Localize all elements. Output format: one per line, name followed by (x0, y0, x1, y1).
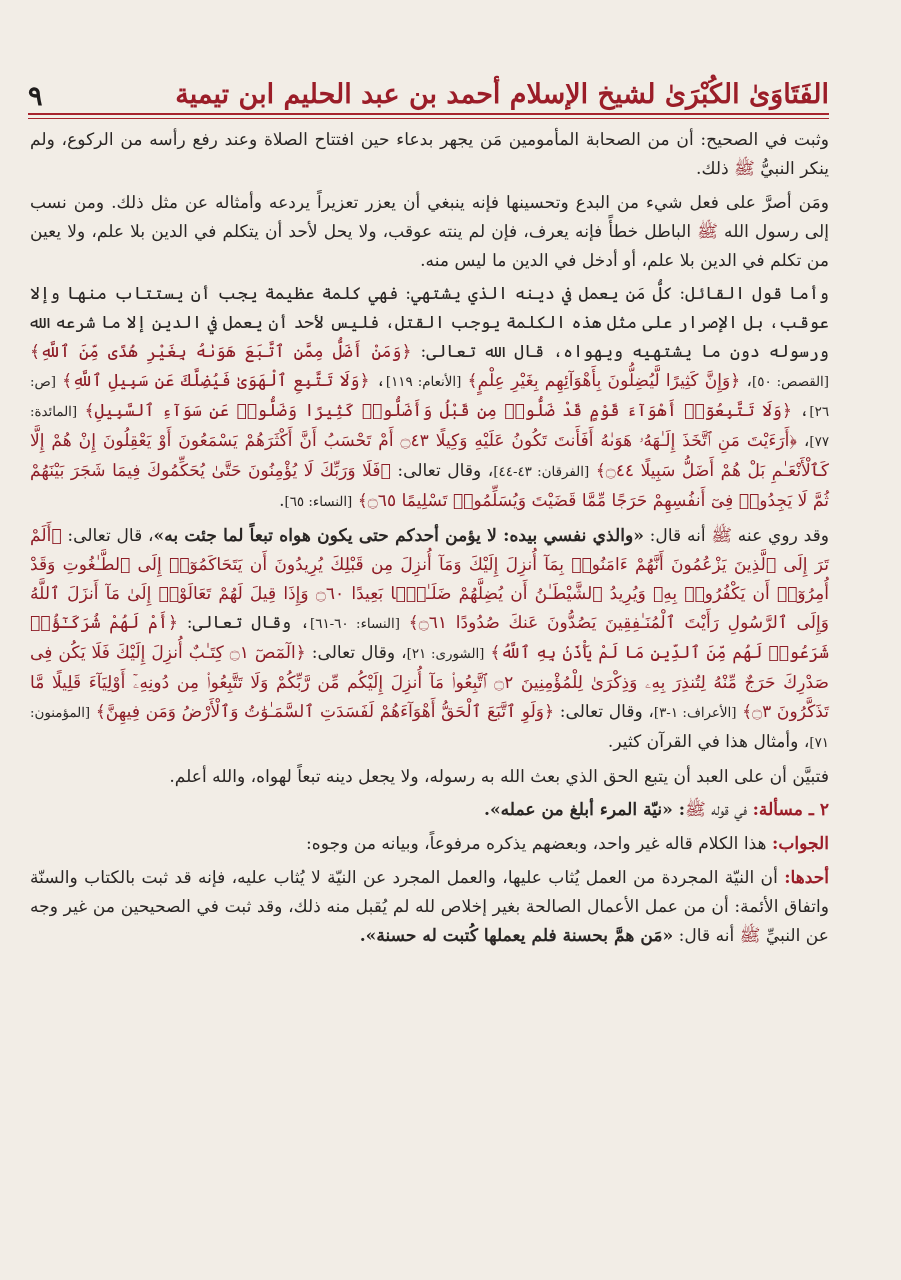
text-run: ، وأمثال هذا في القرآن كثير. (607, 732, 810, 753)
text-run: ذلك. (696, 159, 729, 179)
answer (30, 830, 829, 859)
quran-verse: ﴿وَمَنْ أَضَلُّ مِمَّنِ ٱتَّبَعَ هَوَىٰهُ بِغَيْرِ هُدًى مِّنَ ٱللَّهِ﴾ (30, 342, 412, 363)
question-label: ٢ ـ مسألة: (752, 800, 829, 821)
text-run: الباطل خطأً فإنه يعرف، فإن لم ينته عوقب، ولا يحل لأحد أن يتكلم في الدين بلا علم، ولا يعين من تكلم في الدين بلا علم، أو أدخل في الدين ما ليس منه. (30, 221, 829, 271)
quran-verse: ﴿أَلَمْ تَرَ إِلَى ٱلَّذِينَ يَزْعُمُونَ أَنَّهُمْ ءَامَنُوا۟ بِمَآ أُنزِلَ إِلَيْكَ وَمَآ أُنزِلَ مِن قَبْلِكَ يُرِيدُونَ أَن يَتَحَاكَمُوٓا۟ إِلَى ٱلطَّـٰغُوتِ وَقَدْ أُمِرُوٓا۟ أَن يَكْفُرُوا۟ بِهِۦ وَيُرِيدُ ٱلشَّيْطَـٰنُ أَن يُضِلَّهُمْ ضَلَـٰلًۢا بَعِيدًا ۝٦٠ وَإِذَا قِيلَ لَهُمْ تَعَالَوْا۟ إِلَىٰ مَآ أَنزَلَ ٱللَّهُ وَإِلَى ٱلرَّسُولِ رَأَيْتَ ٱلْمُنَـٰفِقِينَ يَصُدُّونَ عَنكَ صُدُودًا ۝٦١﴾ (30, 526, 830, 634)
quran-verse: ﴿وَلَوِ ٱتَّبَعَ ٱلْحَقُّ أَهْوَآءَهُمْ لَفَسَدَتِ ٱلسَّمَـٰوَٰتُ وَٱلْأَرْضُ وَمَن فِيهِنَّ﴾ (95, 702, 555, 723)
verse-reference: [المؤمنون: ٧١] (30, 706, 829, 752)
answer-label: الجواب: (772, 834, 829, 855)
text-run: أنه قال: (649, 526, 706, 547)
verse-reference: [الأعراف: ١-٣] (653, 706, 737, 722)
page-body (30, 126, 829, 956)
first-aspect (30, 864, 829, 951)
quran-verse: ﴿وَلَا تَتَّبِعِ ٱلْهَوَىٰ فَيُضِلَّكَ عَن سَبِيلِ ٱللَّهِ﴾ (62, 371, 370, 392)
text-run: ، وقال تعالى: (311, 643, 407, 664)
verse-reference: [الشورى: ٢١] (406, 647, 485, 663)
question-2 (30, 796, 829, 825)
paragraph-2 (30, 189, 829, 276)
quran-verse: ﴿وَإِنَّ كَثِيرًا لَّيُضِلُّونَ بِأَهْوَآئِهِم بِغَيْرِ عِلْمٍ﴾ (467, 371, 741, 392)
text-run: وأما قول القائل: كلُّ مَن يعمل في دينه الذي يشتهي: فهي كلمة عظيمة يجب أن يستتاب منها وإلا عوقب، بل الإصرار على مثل هذه الكلمة يوجب القتل، فليس لأحد أن يعمل في الدين إلا ما شرعه الله ورسوله دون ما يشتهيه ويهواه، قال الله تعالى: (30, 284, 829, 363)
quran-verse: ﴿أَمْ لَهُمْ شُرَكَـٰٓؤُا۟ شَرَعُوا۟ لَهُم مِّنَ ٱلدِّينِ مَا لَمْ يَأْذَنۢ بِهِ ٱللَّهُ﴾ (30, 613, 830, 664)
running-title: الفَتَاوَىٰ الكُبْرَىٰ لشيخ الإسلام أحمد بن عبد الحليم ابن تيمية (175, 79, 829, 110)
text-run: ومَن أصرَّ على فعل شيء من البدع وتحسينها فإنه ينبغي أن يعزر تعزيراً يردعه وأمثاله عن مثل ذلك. ومن نسب إلى رسول الله (30, 192, 830, 242)
header-rule-thin (28, 118, 829, 119)
quran-verse: ﴿فَلَا وَرَبِّكَ لَا يُؤْمِنُونَ حَتَّىٰ يُحَكِّمُوكَ فِيمَا شَجَرَ بَيْنَهُمْ ثُمَّ لَا يَجِدُوا۟ فِىٓ أَنفُسِهِمْ حَرَجًا مِّمَّا قَضَيْتَ وَيُسَلِّمُوا۟ تَسْلِيمًا ۝٦٥﴾ (30, 461, 829, 512)
salawat-icon: ﷺ (697, 221, 718, 242)
quran-verse: ﴿أَرَءَيْتَ مَنِ ٱتَّخَذَ إِلَـٰهَهُۥ هَوَىٰهُ أَفَأَنتَ تَكُونُ عَلَيْهِ وَكِيلًا ۝٤٣ أَمْ تَحْسَبُ أَنَّ أَكْثَرَهُمْ يَسْمَعُونَ أَوْ يَعْقِلُونَ إِنْ هُمْ إِلَّا كَٱلْأَنْعَـٰمِ بَلْ هُمْ أَضَلُّ سَبِيلًا ۝٤٤﴾ (30, 431, 829, 482)
running-header (28, 54, 829, 110)
verse-reference: [النساء: ٦٠-٦١] (310, 617, 400, 633)
text-run: فتبيَّن أن على العبد أن يتبع الحق الذي بعث الله به رسوله، ولا يجعل دينه تبعاً لهواه، والله أعلم. (169, 766, 829, 787)
header-rule (28, 113, 829, 115)
text-run: وقال تعالى: (397, 461, 482, 482)
text-run: هذا الكلام قاله غير واحد، وبعضهم يذكره مرفوعاً، وبيانه من وجوه: (306, 834, 767, 855)
quran-verse: ﴿الٓمٓصٓ ۝١ كِتَـٰبٌ أُنزِلَ إِلَيْكَ فَلَا يَكُن فِى صَدْرِكَ حَرَجٌ مِّنْهُ لِتُنذِرَ بِهِۦ وَذِكْرَىٰ لِلْمُؤْمِنِينَ ۝٢ ٱتَّبِعُوا۟ مَآ أُنزِلَ إِلَيْكُم مِّن رَّبِّكُمْ وَلَا تَتَّبِعُوا۟ مِن دُونِهِۦٓ أَوْلِيَآءَ قَلِيلًا مَّا تَذَكَّرُونَ ۝٣﴾ (30, 643, 830, 723)
paragraph-5 (30, 763, 829, 792)
verse-reference: [المائدة: ٧٧] (30, 405, 830, 451)
hadith-quote: «مَن همَّ بحسنة فلم يعملها كُتبت له حسنة». (359, 925, 674, 946)
salawat-icon: ﷺ (734, 159, 755, 179)
text-run: أنه قال: (678, 925, 735, 946)
verse-reference: [القصص: ٥٠] (752, 375, 829, 391)
paragraph-1 (30, 126, 829, 184)
first-aspect-label: أحدها: (784, 867, 830, 888)
verse-reference: [الفرقان: ٤٣-٤٤] (493, 465, 590, 481)
text-run: ، وقال تعالى: (186, 613, 311, 634)
paragraph-3: وأما قول القائل: كلُّ مَن يعمل في دينه الذي يشتهي: فهي كلمة عظيمة يجب أن يستتاب منها وإلا عوقب، بل الإصرار على مثل هذه الكلمة يوجب القتل، فليس لأحد أن يعمل في الدين إلا ما شرعه الله ورسوله دون ما يشتهيه ويهواه، قال الله تعالى: ﴿وَمَنْ أَضَلُّ مِمَّنِ ٱتَّبَعَ هَوَىٰهُ بِغَيْرِ هُدًى مِّنَ ٱللَّهِ﴾ [القصص: ٥٠]، ﴿وَإِنَّ كَثِيرًا لَّيُضِلُّونَ بِأَهْوَآئِهِم بِغَيْرِ عِلْمٍ﴾ [الأنعام: ١١٩]، ﴿وَلَا تَتَّبِعِ ٱلْهَوَىٰ فَيُضِلَّكَ عَن سَبِيلِ ٱللَّهِ﴾ [ص: ٢٦]، ﴿وَلَا تَتَّبِعُوٓا۟ أَهْوَآءَ قَوْمٍ قَدْ ضَلُّوا۟ مِن قَبْلُ وَأَضَلُّوا۟ كَثِيرًا وَضَلُّوا۟ عَن سَوَآءِ ٱلسَّبِيلِ﴾ [المائدة: ٧٧]، ﴿أَرَءَيْتَ مَنِ ٱتَّخَذَ إِلَـٰهَهُۥ هَوَىٰهُ أَفَأَنتَ تَكُونُ عَلَيْهِ وَكِيلًا ۝٤٣ أَمْ تَحْسَبُ أَنَّ أَكْثَرَهُمْ يَسْمَعُونَ أَوْ يَعْقِلُونَ إِنْ هُمْ إِلَّا كَٱلْأَنْعَـٰمِ بَلْ هُمْ أَضَلُّ سَبِيلًا ۝٤٤﴾ [الفرقان: ٤٣-٤٤]، وقال تعالى: ﴿فَلَا وَرَبِّكَ لَا يُؤْمِنُونَ حَتَّىٰ يُحَكِّمُوكَ فِيمَا شَجَرَ بَيْنَهُمْ ثُمَّ لَا يَجِدُوا۟ فِىٓ أَنفُسِهِمْ حَرَجًا مِّمَّا قَضَيْتَ وَيُسَلِّمُوا۟ تَسْلِيمًا ۝٦٥﴾ [النساء: ٦٥]. (30, 284, 830, 512)
text-run: وقد روي عنه (737, 526, 830, 547)
text-run: ، قال تعالى: (67, 526, 154, 547)
verse-reference: [النساء: ٦٥] (284, 495, 353, 511)
verse-reference: [الأنعام: ١١٩] (385, 375, 462, 391)
text-run: في قوله (711, 800, 748, 821)
salawat-icon: ﷺ (711, 526, 733, 547)
hadith-quote: : «نيّة المرء أبلغ من عمله». (484, 800, 686, 821)
salawat-icon: ﷺ (739, 925, 761, 946)
salawat-icon: ﷺ (685, 800, 706, 821)
hadith-quote: «والذي نفسي بيده: لا يؤمن أحدكم حتى يكون هواه تبعاً لما جئت به» (153, 526, 644, 547)
page-number: ٩ (28, 81, 43, 112)
text-run: وثبت في الصحيح: أن من الصحابة المأمومين مَن يجهر بدعاء حين افتتاح الصلاة وعند رفع رأسه من الركوع، ولم ينكر النبيُّ (30, 130, 829, 179)
text-run: أن النيّة المجردة من العمل يُثاب عليها، والعمل المجرد عن النيّة لا يُثاب عليه، فإنه قد ثبت بالكتاب والسنّة واتفاق الأئمة: أن من عمل الأعمال الصالحة بغير إخلاص لله لم يُقبل منه ذلك، وقد ثبت في الصحيحين من غير وجه عن النبيِّ (30, 867, 829, 946)
paragraph-4 (30, 522, 829, 758)
quran-verse: ﴿وَلَا تَتَّبِعُوٓا۟ أَهْوَآءَ قَوْمٍ قَدْ ضَلُّوا۟ مِن قَبْلُ وَأَضَلُّوا۟ كَثِيرًا وَضَلُّوا۟ عَن سَوَآءِ ٱلسَّبِيلِ﴾ (84, 401, 793, 422)
text-run: ، وقال تعالى: (559, 702, 654, 723)
verse-reference: [ص: ٢٦] (30, 375, 830, 421)
